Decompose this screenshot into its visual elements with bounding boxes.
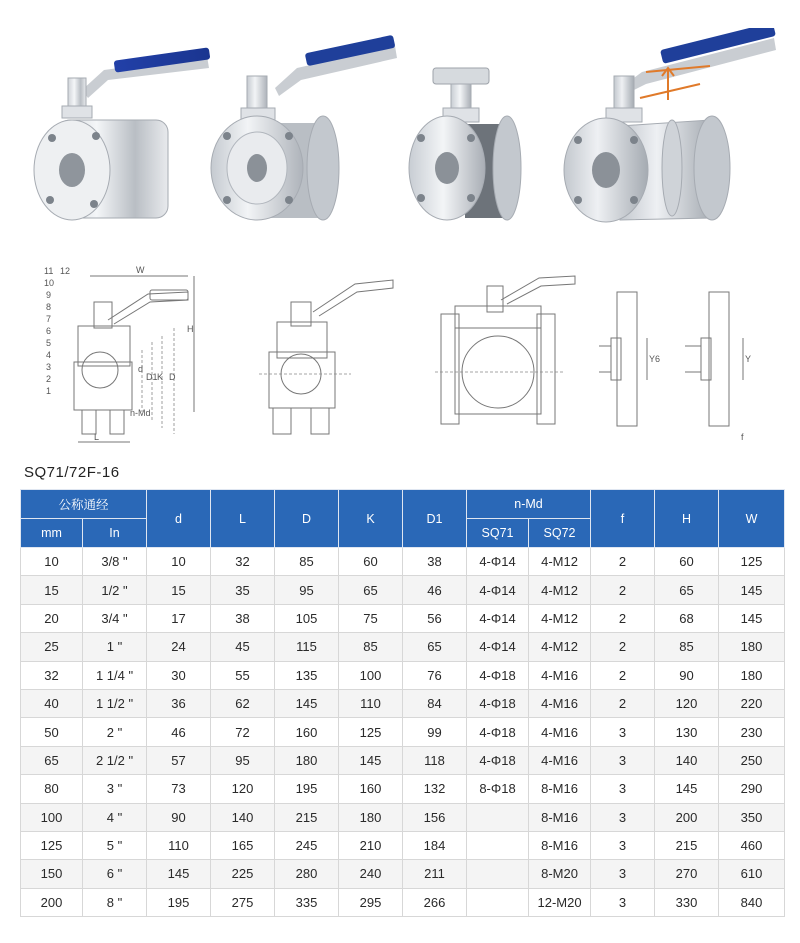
cell-w: 250 xyxy=(719,746,785,774)
cell-w: 125 xyxy=(719,548,785,576)
header-sq71: SQ71 xyxy=(467,519,529,548)
header-d: d xyxy=(147,490,211,548)
cell-in: 2 1/2 " xyxy=(83,746,147,774)
table-row xyxy=(21,689,785,717)
cell-h: 140 xyxy=(655,746,719,774)
cell-h: 120 xyxy=(655,689,719,717)
drawing-section-wafer xyxy=(255,262,405,452)
cell-w: 840 xyxy=(719,888,785,916)
spec-table xyxy=(20,489,785,917)
table-row xyxy=(21,548,785,576)
cell-sq72: 4-M12 xyxy=(529,548,591,576)
cell-f: 3 xyxy=(591,718,655,746)
cell-dd: 95 xyxy=(275,576,339,604)
cell-d: 90 xyxy=(147,803,211,831)
cell-in: 5 " xyxy=(83,831,147,859)
callout-5: 5 xyxy=(46,338,52,348)
cell-sq71: 4-Φ18 xyxy=(467,746,529,774)
cell-d: 17 xyxy=(147,604,211,632)
cell-dd: 335 xyxy=(275,888,339,916)
cell-f: 2 xyxy=(591,689,655,717)
cell-w: 610 xyxy=(719,860,785,888)
callout-10: 10 xyxy=(44,278,55,288)
cell-mm: 25 xyxy=(21,633,83,661)
cell-sq71: 8-Φ18 xyxy=(467,775,529,803)
cell-mm: 100 xyxy=(21,803,83,831)
cell-dd: 245 xyxy=(275,831,339,859)
table-row xyxy=(21,633,785,661)
cell-k: 145 xyxy=(339,746,403,774)
cell-k: 110 xyxy=(339,689,403,717)
cell-in: 6 " xyxy=(83,860,147,888)
header-sq72: SQ72 xyxy=(529,519,591,548)
cell-k: 210 xyxy=(339,831,403,859)
cell-d: 36 xyxy=(147,689,211,717)
cell-dd: 145 xyxy=(275,689,339,717)
table-row xyxy=(21,576,785,604)
cell-sq72: 4-M16 xyxy=(529,746,591,774)
cell-in: 1 1/4 " xyxy=(83,661,147,689)
cell-mm: 40 xyxy=(21,689,83,717)
cell-f: 3 xyxy=(591,831,655,859)
cell-d: 10 xyxy=(147,548,211,576)
cell-sq71 xyxy=(467,888,529,916)
callout-2: 2 xyxy=(46,374,52,384)
cell-h: 215 xyxy=(655,831,719,859)
table-row xyxy=(21,803,785,831)
cell-l: 35 xyxy=(211,576,275,604)
cell-h: 330 xyxy=(655,888,719,916)
cell-in: 1 " xyxy=(83,633,147,661)
cell-sq71: 4-Φ18 xyxy=(467,661,529,689)
drawing-section-with-dimensions xyxy=(38,262,203,452)
cell-h: 85 xyxy=(655,633,719,661)
header-nmd: n-Md xyxy=(467,490,591,519)
drawing-flange-profile xyxy=(585,262,755,452)
table-row xyxy=(21,860,785,888)
cell-w: 180 xyxy=(719,661,785,689)
header-dd: D xyxy=(275,490,339,548)
dim-l: L xyxy=(94,432,100,442)
cell-mm: 20 xyxy=(21,604,83,632)
cell-in: 3/8 " xyxy=(83,548,147,576)
cell-d1: 266 xyxy=(403,888,467,916)
cell-f: 3 xyxy=(591,888,655,916)
cell-sq72: 4-M16 xyxy=(529,661,591,689)
table-row xyxy=(21,604,785,632)
cell-h: 145 xyxy=(655,775,719,803)
cell-h: 68 xyxy=(655,604,719,632)
callout-12: 12 xyxy=(60,266,71,276)
cell-h: 130 xyxy=(655,718,719,746)
cell-w: 290 xyxy=(719,775,785,803)
dim-f: f xyxy=(741,432,744,442)
callout-8: 8 xyxy=(46,302,52,312)
cell-f: 2 xyxy=(591,604,655,632)
cell-mm: 80 xyxy=(21,775,83,803)
cell-w: 350 xyxy=(719,803,785,831)
cell-sq71: 4-Φ18 xyxy=(467,689,529,717)
cell-dd: 280 xyxy=(275,860,339,888)
cell-mm: 200 xyxy=(21,888,83,916)
cell-k: 65 xyxy=(339,576,403,604)
cell-k: 125 xyxy=(339,718,403,746)
cell-f: 3 xyxy=(591,860,655,888)
cell-l: 32 xyxy=(211,548,275,576)
cell-l: 120 xyxy=(211,775,275,803)
cell-w: 460 xyxy=(719,831,785,859)
cell-sq71 xyxy=(467,803,529,831)
cell-mm: 15 xyxy=(21,576,83,604)
cell-f: 2 xyxy=(591,661,655,689)
dim-y6: Y6 xyxy=(649,354,661,364)
cell-mm: 32 xyxy=(21,661,83,689)
cell-d1: 38 xyxy=(403,548,467,576)
dim-d: d xyxy=(138,364,144,374)
cell-dd: 115 xyxy=(275,633,339,661)
photo-two-piece-flanged-ball-valve xyxy=(560,28,785,228)
header-f: f xyxy=(591,490,655,548)
cell-sq72: 4-M12 xyxy=(529,604,591,632)
dim-d1: D1 xyxy=(146,372,158,382)
callout-7: 7 xyxy=(46,314,52,324)
dim-w: W xyxy=(136,265,145,275)
cell-l: 225 xyxy=(211,860,275,888)
spec-table-body xyxy=(21,548,785,917)
cell-l: 55 xyxy=(211,661,275,689)
cell-f: 3 xyxy=(591,803,655,831)
cell-w: 230 xyxy=(719,718,785,746)
cell-l: 95 xyxy=(211,746,275,774)
cell-dd: 195 xyxy=(275,775,339,803)
cell-f: 3 xyxy=(591,775,655,803)
cell-sq71: 4-Φ18 xyxy=(467,718,529,746)
header-d1: D1 xyxy=(403,490,467,548)
dim-y: Y xyxy=(745,354,752,364)
callout-3: 3 xyxy=(46,362,52,372)
cell-sq72: 8-M16 xyxy=(529,775,591,803)
header-in: In xyxy=(83,519,147,548)
cell-sq72: 8-M20 xyxy=(529,860,591,888)
cell-mm: 65 xyxy=(21,746,83,774)
photo-wafer-ball-valve-flanged xyxy=(205,28,405,228)
cell-d1: 118 xyxy=(403,746,467,774)
cell-h: 65 xyxy=(655,576,719,604)
cell-d1: 46 xyxy=(403,576,467,604)
cell-mm: 50 xyxy=(21,718,83,746)
cell-h: 90 xyxy=(655,661,719,689)
cell-sq72: 12-M20 xyxy=(529,888,591,916)
cell-in: 4 " xyxy=(83,803,147,831)
cell-k: 295 xyxy=(339,888,403,916)
cell-w: 220 xyxy=(719,689,785,717)
cell-in: 1/2 " xyxy=(83,576,147,604)
cell-dd: 85 xyxy=(275,548,339,576)
callout-4: 4 xyxy=(46,350,52,360)
cell-d: 145 xyxy=(147,860,211,888)
cell-d: 15 xyxy=(147,576,211,604)
cell-k: 60 xyxy=(339,548,403,576)
cell-d: 73 xyxy=(147,775,211,803)
cell-d1: 56 xyxy=(403,604,467,632)
technical-drawings xyxy=(0,262,800,452)
cell-mm: 10 xyxy=(21,548,83,576)
cell-in: 3 " xyxy=(83,775,147,803)
cell-sq72: 4-M12 xyxy=(529,576,591,604)
cell-d: 30 xyxy=(147,661,211,689)
cell-d: 57 xyxy=(147,746,211,774)
cell-d: 46 xyxy=(147,718,211,746)
cell-dd: 180 xyxy=(275,746,339,774)
cell-sq71 xyxy=(467,860,529,888)
cell-sq72: 8-M16 xyxy=(529,803,591,831)
header-nominal: 公称通经 xyxy=(21,490,147,519)
cell-d1: 99 xyxy=(403,718,467,746)
cell-mm: 125 xyxy=(21,831,83,859)
cell-sq72: 8-M16 xyxy=(529,831,591,859)
cell-d1: 76 xyxy=(403,661,467,689)
cell-l: 165 xyxy=(211,831,275,859)
cell-dd: 160 xyxy=(275,718,339,746)
drawing-section-two-piece xyxy=(435,262,585,452)
cell-in: 1 1/2 " xyxy=(83,689,147,717)
callout-11: 11 xyxy=(44,266,54,276)
cell-f: 2 xyxy=(591,548,655,576)
cell-k: 180 xyxy=(339,803,403,831)
cell-l: 275 xyxy=(211,888,275,916)
cell-sq71 xyxy=(467,831,529,859)
callout-1: 1 xyxy=(46,386,52,396)
cell-h: 200 xyxy=(655,803,719,831)
cell-w: 180 xyxy=(719,633,785,661)
dim-nmd: n-Md xyxy=(130,408,151,418)
cell-h: 270 xyxy=(655,860,719,888)
header-w: W xyxy=(719,490,785,548)
callout-6: 6 xyxy=(46,326,52,336)
cell-k: 85 xyxy=(339,633,403,661)
cell-d: 195 xyxy=(147,888,211,916)
table-row xyxy=(21,718,785,746)
table-row xyxy=(21,775,785,803)
cell-sq71: 4-Φ14 xyxy=(467,633,529,661)
table-row xyxy=(21,746,785,774)
cell-dd: 215 xyxy=(275,803,339,831)
table-row xyxy=(21,888,785,916)
header-k: K xyxy=(339,490,403,548)
cell-dd: 105 xyxy=(275,604,339,632)
cell-l: 72 xyxy=(211,718,275,746)
cell-k: 100 xyxy=(339,661,403,689)
cell-f: 2 xyxy=(591,633,655,661)
callout-9: 9 xyxy=(46,290,52,300)
cell-w: 145 xyxy=(719,576,785,604)
cell-in: 3/4 " xyxy=(83,604,147,632)
cell-sq72: 4-M12 xyxy=(529,633,591,661)
cell-k: 240 xyxy=(339,860,403,888)
cell-f: 3 xyxy=(591,746,655,774)
cell-d: 110 xyxy=(147,831,211,859)
cell-l: 62 xyxy=(211,689,275,717)
cell-k: 160 xyxy=(339,775,403,803)
cell-sq71: 4-Φ14 xyxy=(467,604,529,632)
table-row xyxy=(21,661,785,689)
product-photos xyxy=(0,0,800,240)
cell-h: 60 xyxy=(655,548,719,576)
cell-dd: 135 xyxy=(275,661,339,689)
photo-wafer-ball-valve-compact xyxy=(22,28,212,228)
dim-k: K xyxy=(157,372,164,382)
cell-d1: 65 xyxy=(403,633,467,661)
cell-d: 24 xyxy=(147,633,211,661)
cell-sq72: 4-M16 xyxy=(529,689,591,717)
dim-h: H xyxy=(187,324,194,334)
cell-d1: 132 xyxy=(403,775,467,803)
photo-wafer-ball-valve-iso-mount xyxy=(405,28,555,228)
cell-sq71: 4-Φ14 xyxy=(467,548,529,576)
table-row xyxy=(21,831,785,859)
cell-sq71: 4-Φ14 xyxy=(467,576,529,604)
header-h: H xyxy=(655,490,719,548)
cell-d1: 211 xyxy=(403,860,467,888)
cell-d1: 156 xyxy=(403,803,467,831)
cell-f: 2 xyxy=(591,576,655,604)
cell-sq72: 4-M16 xyxy=(529,718,591,746)
cell-w: 145 xyxy=(719,604,785,632)
header-mm: mm xyxy=(21,519,83,548)
cell-l: 140 xyxy=(211,803,275,831)
cell-d1: 84 xyxy=(403,689,467,717)
dim-dd: D xyxy=(169,372,176,382)
cell-d1: 184 xyxy=(403,831,467,859)
model-title: SQ71/72F-16 xyxy=(24,464,120,481)
cell-l: 45 xyxy=(211,633,275,661)
cell-k: 75 xyxy=(339,604,403,632)
cell-in: 2 " xyxy=(83,718,147,746)
cell-l: 38 xyxy=(211,604,275,632)
header-l: L xyxy=(211,490,275,548)
cell-mm: 150 xyxy=(21,860,83,888)
cell-in: 8 " xyxy=(83,888,147,916)
